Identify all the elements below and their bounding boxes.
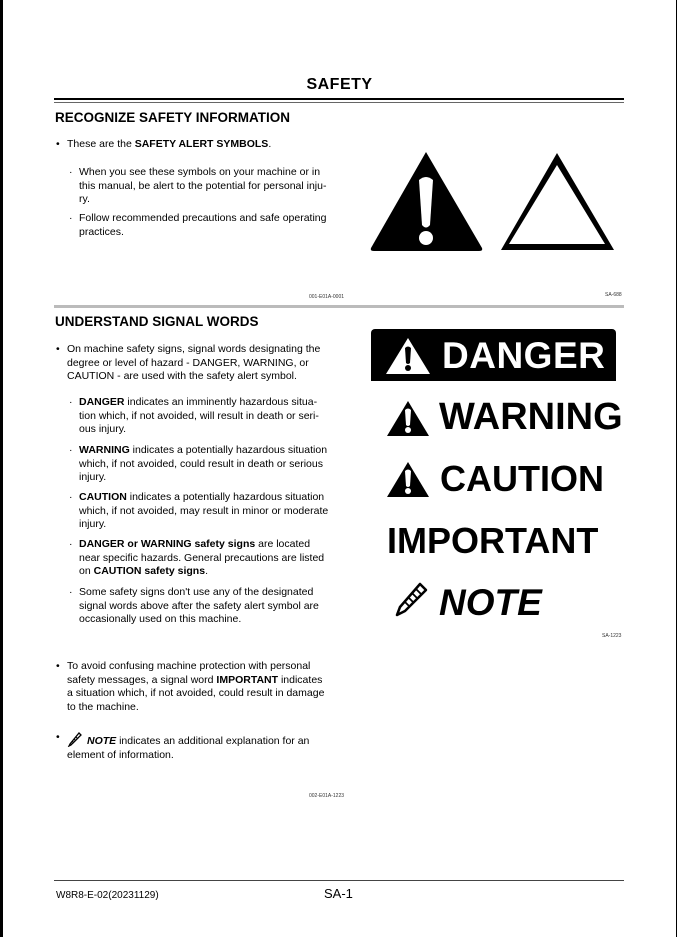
warning-alert-icon (386, 400, 430, 437)
alert-symbols-bullet: • These are the SAFETY ALERT SYMBOLS. (56, 138, 272, 150)
important-sign-text: IMPORTANT (387, 520, 599, 561)
section2-figure-code: SA-1223 (602, 633, 622, 639)
alert-symbols-term: SAFETY ALERT SYMBOLS (134, 138, 269, 150)
page-edge-right (676, 0, 677, 937)
pencil-note-icon (67, 731, 83, 747)
title-rule (54, 98, 624, 100)
section2-heading: UNDERSTAND SIGNAL WORDS (55, 314, 259, 329)
warning-sign-text: WARNING (439, 396, 623, 438)
section1-heading: RECOGNIZE SAFETY INFORMATION (55, 110, 291, 125)
bullet-dot: • (56, 138, 60, 150)
footer-doc-code: W8R8-E-02(20231129) (56, 890, 159, 901)
danger-sign (371, 329, 616, 381)
caution-alert-icon (386, 461, 430, 498)
caution-sign-text: CAUTION (440, 458, 604, 499)
safety-signs-location: · DANGER or WARNING safety signs are located near specific hazards. General precautions are listed on CAUTION safety signs. (69, 538, 325, 577)
important-bullet: • To avoid confusing machine protection with personal safety messages, a signal word IMPORTANT indicates a situation which, if not avoided, could result in damage to the machine. (56, 660, 325, 713)
danger-definition: · DANGER indicates an imminently hazardous situa- tion which, if not avoided, will result in death or seri- ous injury. (69, 396, 319, 435)
caution-definition: · CAUTION indicates a potentially hazardous situation which, if not avoided, may result in minor or moderate injury. (69, 491, 329, 530)
note-sign-text: NOTE (439, 582, 542, 623)
note-bullet: • NOTE indicates an additional explanation for an element of information. (56, 731, 310, 761)
alert-sub-bullet-2: · Follow recommended precautions and safe operating practices. (69, 212, 327, 238)
some-signs-note: · Some safety signs don't use any of the designated signal words above after the safety alert symbol are occasionally used on this machine. (69, 586, 319, 625)
filled-alert-triangle-icon (369, 150, 484, 252)
page-edge-left (0, 0, 3, 937)
danger-sign-text: DANGER (442, 335, 606, 376)
page-title: SAFETY (306, 76, 373, 93)
section-divider (54, 305, 624, 308)
section1-ref-code: 001-E01A-0001 (309, 294, 345, 300)
danger-alert-icon (385, 337, 431, 375)
footer-rule (54, 880, 624, 881)
warning-definition: · WARNING indicates a potentially hazardous situation which, if not avoided, could result in death or serious injury. (69, 444, 328, 483)
alert-sub-bullet-1: · When you see these symbols on your machine or in this manual, be alert to the potential for personal inju- ry. (69, 166, 327, 205)
section1-figure-code: SA-688 (605, 292, 622, 298)
footer-page-number: SA-1 (324, 886, 353, 901)
note-pencil-icon (393, 580, 429, 618)
section2-ref-code: 002-E01A-1223 (309, 793, 345, 799)
title-rule-thin (54, 102, 624, 103)
signal-words-bullet: • On machine safety signs, signal words designating the degree or level of hazard - DANGER, WARNING, or CAUTION - are used with the safety alert symbol. (56, 343, 321, 382)
outline-alert-triangle-icon (499, 151, 616, 252)
